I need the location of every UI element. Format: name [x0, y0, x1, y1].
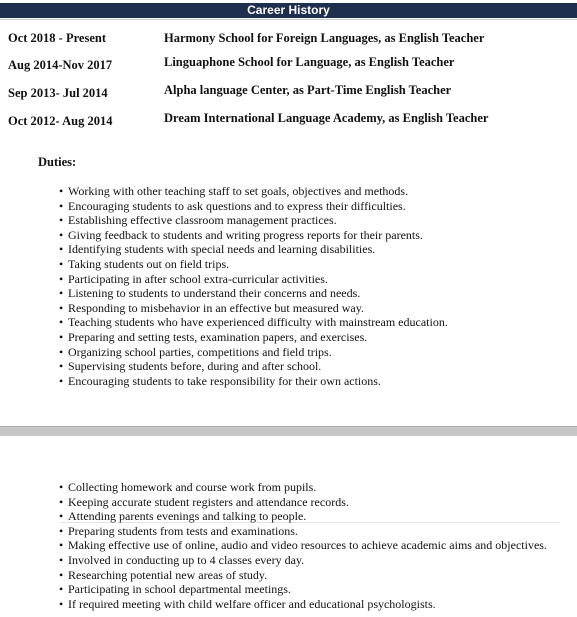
- duty-text: Preparing students from tests and examinations.: [68, 523, 298, 538]
- list-item: [59, 597, 547, 612]
- bullet-icon: •: [59, 242, 64, 257]
- duty-text: Teaching students who have experienced difficulty with mainstream education.: [68, 315, 448, 330]
- duty-text: Organizing school parties, competitions and field trips.: [68, 344, 332, 359]
- bullet-icon: •: [59, 286, 64, 301]
- list-item: [59, 184, 448, 199]
- bullet-icon: •: [59, 271, 64, 286]
- duty-text: Participating in after school extra-curricular activities.: [68, 271, 328, 286]
- list-item: [59, 374, 448, 389]
- duty-text: Listening to students to understand their concerns and needs.: [68, 286, 361, 301]
- duty-text: Involved in conducting up to 4 classes every day.: [68, 552, 305, 567]
- duty-text: Identifying students with special needs and learning disabilities.: [68, 242, 376, 257]
- duty-text: Collecting homework and course work from pupils.: [68, 480, 317, 494]
- history-row: [0, 31, 577, 49]
- bullet-icon: •: [59, 213, 64, 228]
- duties-heading: Duties:: [38, 155, 77, 169]
- section-divider: [0, 19, 577, 20]
- bullet-icon: •: [59, 344, 64, 359]
- list-item: [59, 582, 547, 597]
- list-item: [59, 213, 448, 228]
- list-item: [59, 568, 547, 583]
- list-item: [59, 495, 547, 510]
- section-heading-career-history: Career History: [0, 3, 577, 18]
- history-dates: Aug 2014-Nov 2017: [8, 58, 113, 72]
- list-item: [59, 199, 448, 214]
- duties-list: [59, 184, 448, 388]
- history-row: [0, 57, 577, 75]
- list-item: [59, 272, 448, 287]
- list-item: [59, 480, 547, 495]
- history-row: [0, 113, 577, 131]
- list-item: [59, 286, 448, 301]
- bullet-icon: •: [59, 596, 64, 611]
- duty-text: Encouraging students to take responsibility for their own actions.: [68, 373, 381, 388]
- bullet-icon: •: [59, 315, 64, 330]
- duty-text: Responding to misbehavior in an effective but measured way.: [68, 300, 364, 315]
- history-dates: Sep 2013- Jul 2014: [8, 86, 108, 100]
- history-dates: Oct 2018 - Present: [8, 31, 107, 45]
- duty-text: Supervising students before, during and after school.: [68, 359, 322, 374]
- bullet-icon: •: [59, 227, 64, 242]
- duties-list-continued: [59, 480, 547, 611]
- duty-text: Encouraging students to ask questions and to express their difficulties.: [68, 198, 406, 213]
- list-item: [59, 538, 547, 553]
- bullet-icon: •: [59, 329, 64, 344]
- history-description: Alpha language Center, as Part-Time English Teacher: [164, 83, 452, 97]
- bullet-icon: •: [59, 373, 64, 388]
- bullet-icon: •: [59, 256, 64, 271]
- bullet-icon: •: [59, 359, 64, 374]
- bullet-icon: •: [59, 184, 64, 198]
- duty-text: Working with other teaching staff to set goals, objectives and methods.: [68, 184, 409, 198]
- history-description: Harmony School for Foreign Languages, as English Teacher: [164, 31, 485, 45]
- duty-text: Preparing and setting tests, examination papers, and exercises.: [68, 329, 368, 344]
- bullet-icon: •: [59, 567, 64, 582]
- bullet-icon: •: [59, 494, 64, 509]
- history-row: [0, 85, 577, 103]
- duty-text: Attending parents evenings and talking to people.: [68, 509, 307, 524]
- list-item: [59, 509, 547, 524]
- duty-text: Keeping accurate student registers and attendance records.: [68, 494, 349, 509]
- history-description: Linguaphone School for Language, as English Teacher: [164, 55, 455, 69]
- list-item: [59, 553, 547, 568]
- duty-text: Researching potential new areas of study.: [68, 567, 268, 582]
- duty-text: Taking students out on field trips.: [68, 256, 230, 271]
- history-description: Dream International Language Academy, as English Teacher: [164, 111, 489, 125]
- bullet-icon: •: [59, 198, 64, 213]
- bullet-icon: •: [59, 300, 64, 315]
- bullet-icon: •: [59, 480, 64, 494]
- bullet-icon: •: [59, 582, 64, 597]
- list-item: [59, 315, 448, 330]
- list-item: [59, 359, 448, 374]
- duty-text: Establishing effective classroom management practices.: [68, 213, 337, 228]
- duty-text: Participating in school departmental meetings.: [68, 582, 291, 597]
- bullet-icon: •: [59, 552, 64, 567]
- bullet-icon: •: [59, 538, 64, 553]
- list-item: [59, 257, 448, 272]
- list-item: [59, 524, 547, 539]
- duty-text: Making effective use of online, audio and video resources to achieve academic aims and objectives.: [68, 538, 547, 553]
- bullet-icon: •: [59, 523, 64, 538]
- duty-text: Giving feedback to students and writing progress reports for their parents.: [68, 227, 423, 242]
- bullet-icon: •: [59, 509, 64, 524]
- list-item: [59, 228, 448, 243]
- history-dates: Oct 2012- Aug 2014: [8, 114, 113, 128]
- duty-text: If required meeting with child welfare officer and educational psychologists.: [68, 596, 436, 611]
- list-item: [59, 330, 448, 345]
- list-item: [59, 301, 448, 316]
- list-item: [59, 345, 448, 360]
- list-item: [59, 242, 448, 257]
